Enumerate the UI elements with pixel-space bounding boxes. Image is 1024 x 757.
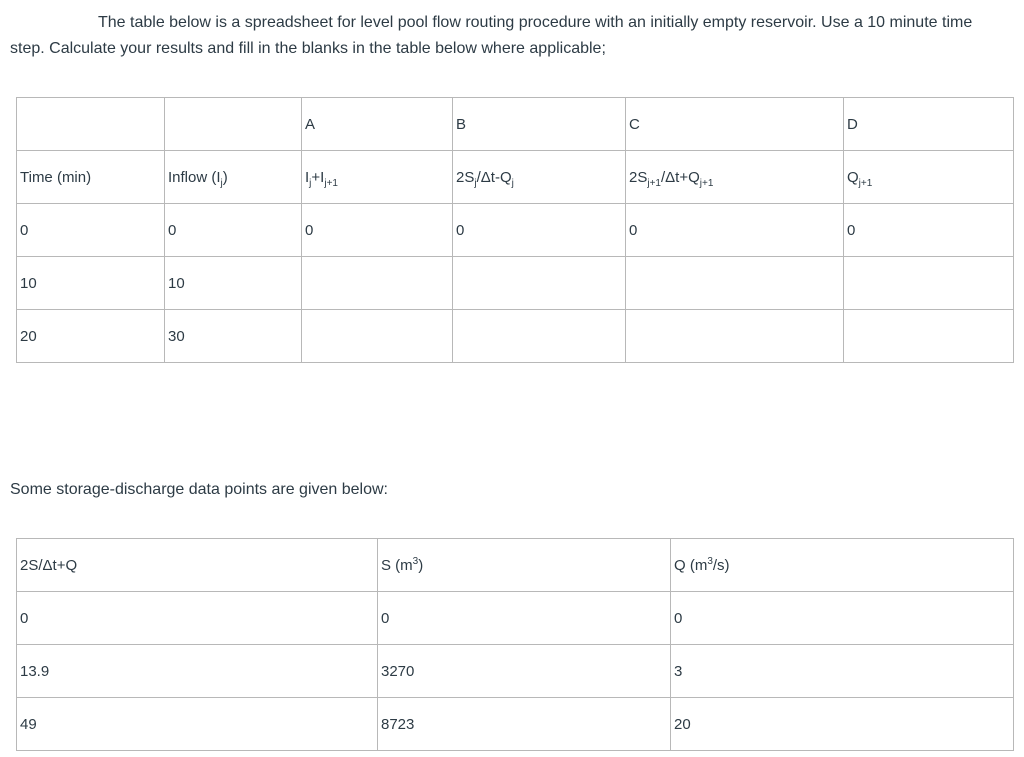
- cell-storage: 8723: [378, 698, 671, 751]
- header-discharge: Q $(m^3/s)$: [671, 539, 1014, 592]
- cell-2s-dt-q: 13.9: [17, 645, 378, 698]
- letter-cell: [165, 98, 302, 151]
- cell-discharge: 3: [671, 645, 1014, 698]
- header-c: $2S_{j+1}/\Delta t+Q_{j+1}$: [626, 151, 844, 204]
- header-inflow: Inflow $(I_j)$: [165, 151, 302, 204]
- routing-letter-row: [17, 98, 1014, 151]
- cell-b[interactable]: 0: [453, 204, 626, 257]
- storage-intro-text: Some storage-discharge data points are given below:: [10, 481, 388, 498]
- intro-text: The table below is a spreadsheet for level pool flow routing procedure with an initially empty reservoir. Use a 10 minute time step. Calculate your results and fill in the blanks in the table below where applicable;: [10, 14, 973, 57]
- cell-2s-dt-q: 0: [17, 592, 378, 645]
- cell-a[interactable]: [302, 257, 453, 310]
- cell-b[interactable]: [453, 257, 626, 310]
- header-d: $Q_{j+1}$: [844, 151, 1014, 204]
- header-time: Time (min): [17, 151, 165, 204]
- storage-discharge-table: [16, 538, 1014, 751]
- cell-storage: 0: [378, 592, 671, 645]
- cell-b[interactable]: [453, 310, 626, 363]
- cell-storage: 3270: [378, 645, 671, 698]
- table-row: [17, 204, 1014, 257]
- table-row: [17, 592, 1014, 645]
- cell-d[interactable]: [844, 257, 1014, 310]
- cell-time: 20: [17, 310, 165, 363]
- cell-c[interactable]: [626, 257, 844, 310]
- storage-header-row: [17, 539, 1014, 592]
- letter-cell-a: A: [302, 98, 453, 151]
- cell-time: 0: [17, 204, 165, 257]
- cell-d[interactable]: [844, 310, 1014, 363]
- routing-header-row: [17, 151, 1014, 204]
- cell-inflow: 30: [165, 310, 302, 363]
- header-storage: S $(m^3)$: [378, 539, 671, 592]
- cell-a[interactable]: 0: [302, 204, 453, 257]
- cell-c[interactable]: 0: [626, 204, 844, 257]
- letter-cell-c: C: [626, 98, 844, 151]
- table-row: [17, 310, 1014, 363]
- intro-paragraph: [10, 10, 1010, 62]
- header-a: $I_j+I_{j+1}$: [302, 151, 453, 204]
- letter-cell-d: D: [844, 98, 1014, 151]
- cell-a[interactable]: [302, 310, 453, 363]
- cell-d[interactable]: 0: [844, 204, 1014, 257]
- cell-discharge: 0: [671, 592, 1014, 645]
- routing-table: [16, 97, 1014, 363]
- table-row: [17, 257, 1014, 310]
- table-row: [17, 698, 1014, 751]
- cell-2s-dt-q: 49: [17, 698, 378, 751]
- letter-cell: [17, 98, 165, 151]
- table-row: [17, 645, 1014, 698]
- header-b: $2S_j/\Delta t-Q_j$: [453, 151, 626, 204]
- cell-inflow: 10: [165, 257, 302, 310]
- cell-c[interactable]: [626, 310, 844, 363]
- cell-discharge: 20: [671, 698, 1014, 751]
- header-2s-dt-q: 2S/Δt+Q: [17, 539, 378, 592]
- cell-inflow: 0: [165, 204, 302, 257]
- letter-cell-b: B: [453, 98, 626, 151]
- cell-time: 10: [17, 257, 165, 310]
